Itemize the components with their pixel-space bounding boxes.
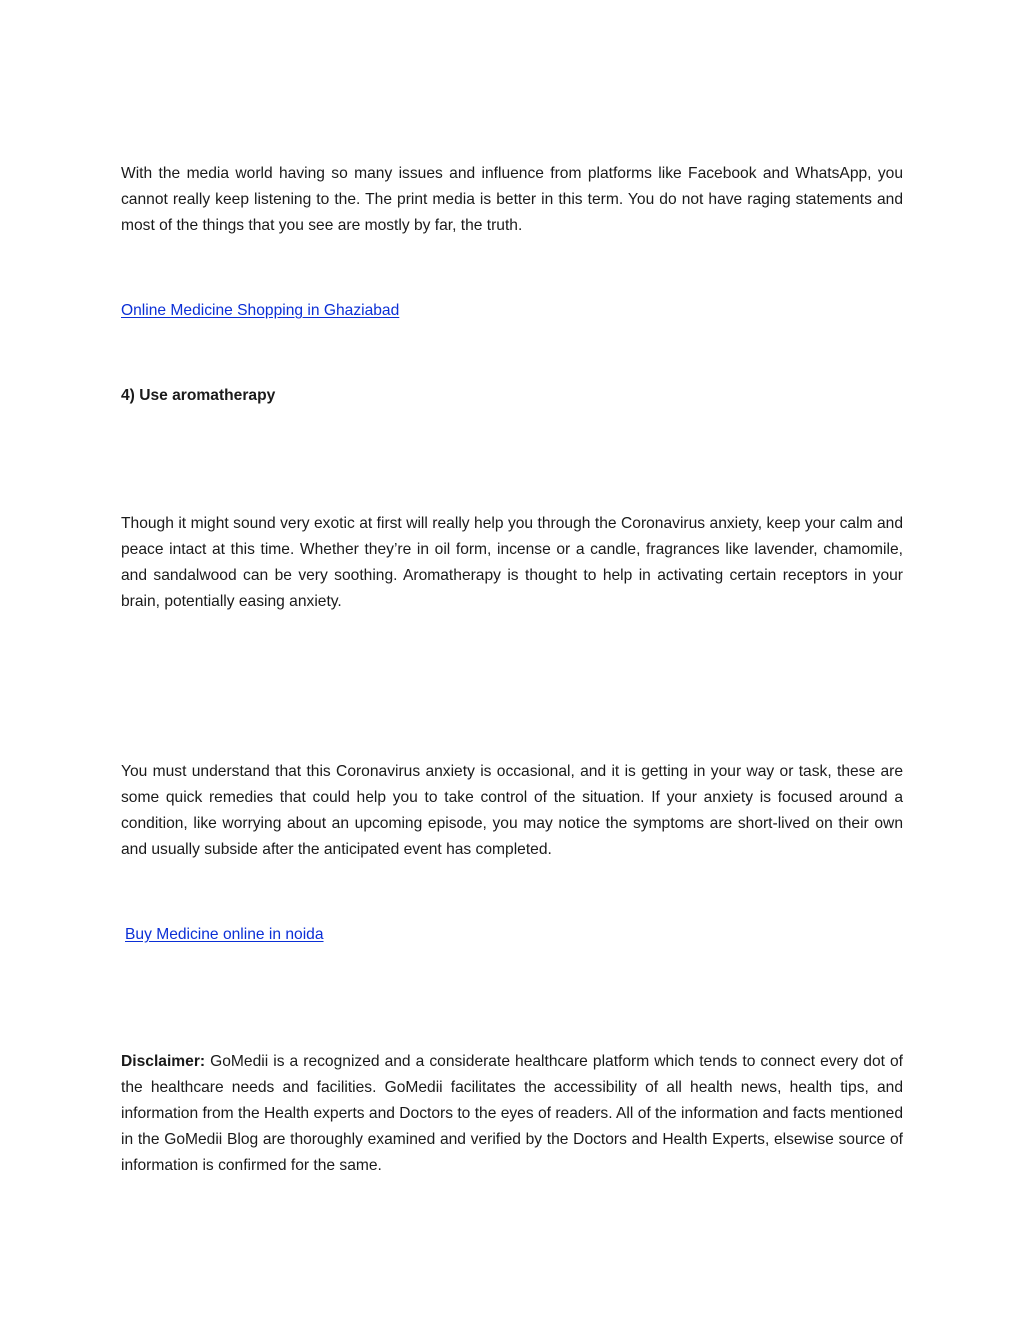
anxiety-paragraph: You must understand that this Coronavirus anxiety is occasional, and it is getting in your way or task, these are some quick remedies that could help you to take control of the situation. If your anxiety is focused around a condition, like worrying about an upcoming episode, you may notice the symptoms are short-lived on their own and usually subside after the anticipated event has completed. [121, 763, 903, 858]
disclaimer-text: GoMedii is a recognized and a considerate healthcare platform which tends to connect every dot of the healthcare needs and facilities. GoMedii facilitates the accessibility of all health news, health tips, and information from the Health experts and Doctors to the eyes of readers. All of the information and facts mentioned in the GoMedii Blog are thoroughly examined and verified by the Doctors and Health Experts, elsewise source of information is confirmed for the same. [121, 1053, 903, 1174]
buy-medicine-noida-link[interactable]: Buy Medicine online in noida [125, 926, 324, 943]
disclaimer-paragraph [121, 1049, 903, 1179]
disclaimer-label: Disclaimer: [121, 1053, 206, 1070]
aromatherapy-paragraph: Though it might sound very exotic at first will really help you through the Coronavirus anxiety, keep your calm and peace intact at this time. Whether they’re in oil form, incense or a candle, fragrances like lavender, chamomile, and sandalwood can be very soothing. Aromatherapy is thought to help in activating certain receptors in your brain, potentially easing anxiety. [121, 515, 903, 610]
intro-paragraph: With the media world having so many issues and influence from platforms like Facebook and WhatsApp, you cannot really keep listening to the. The print media is better in this term. You do not have raging statements and most of the things that you see are mostly by far, the truth. [121, 165, 903, 234]
section-heading-aromatherapy: 4) Use aromatherapy [121, 387, 276, 404]
online-medicine-ghaziabad-link[interactable]: Online Medicine Shopping in Ghaziabad [121, 302, 400, 319]
